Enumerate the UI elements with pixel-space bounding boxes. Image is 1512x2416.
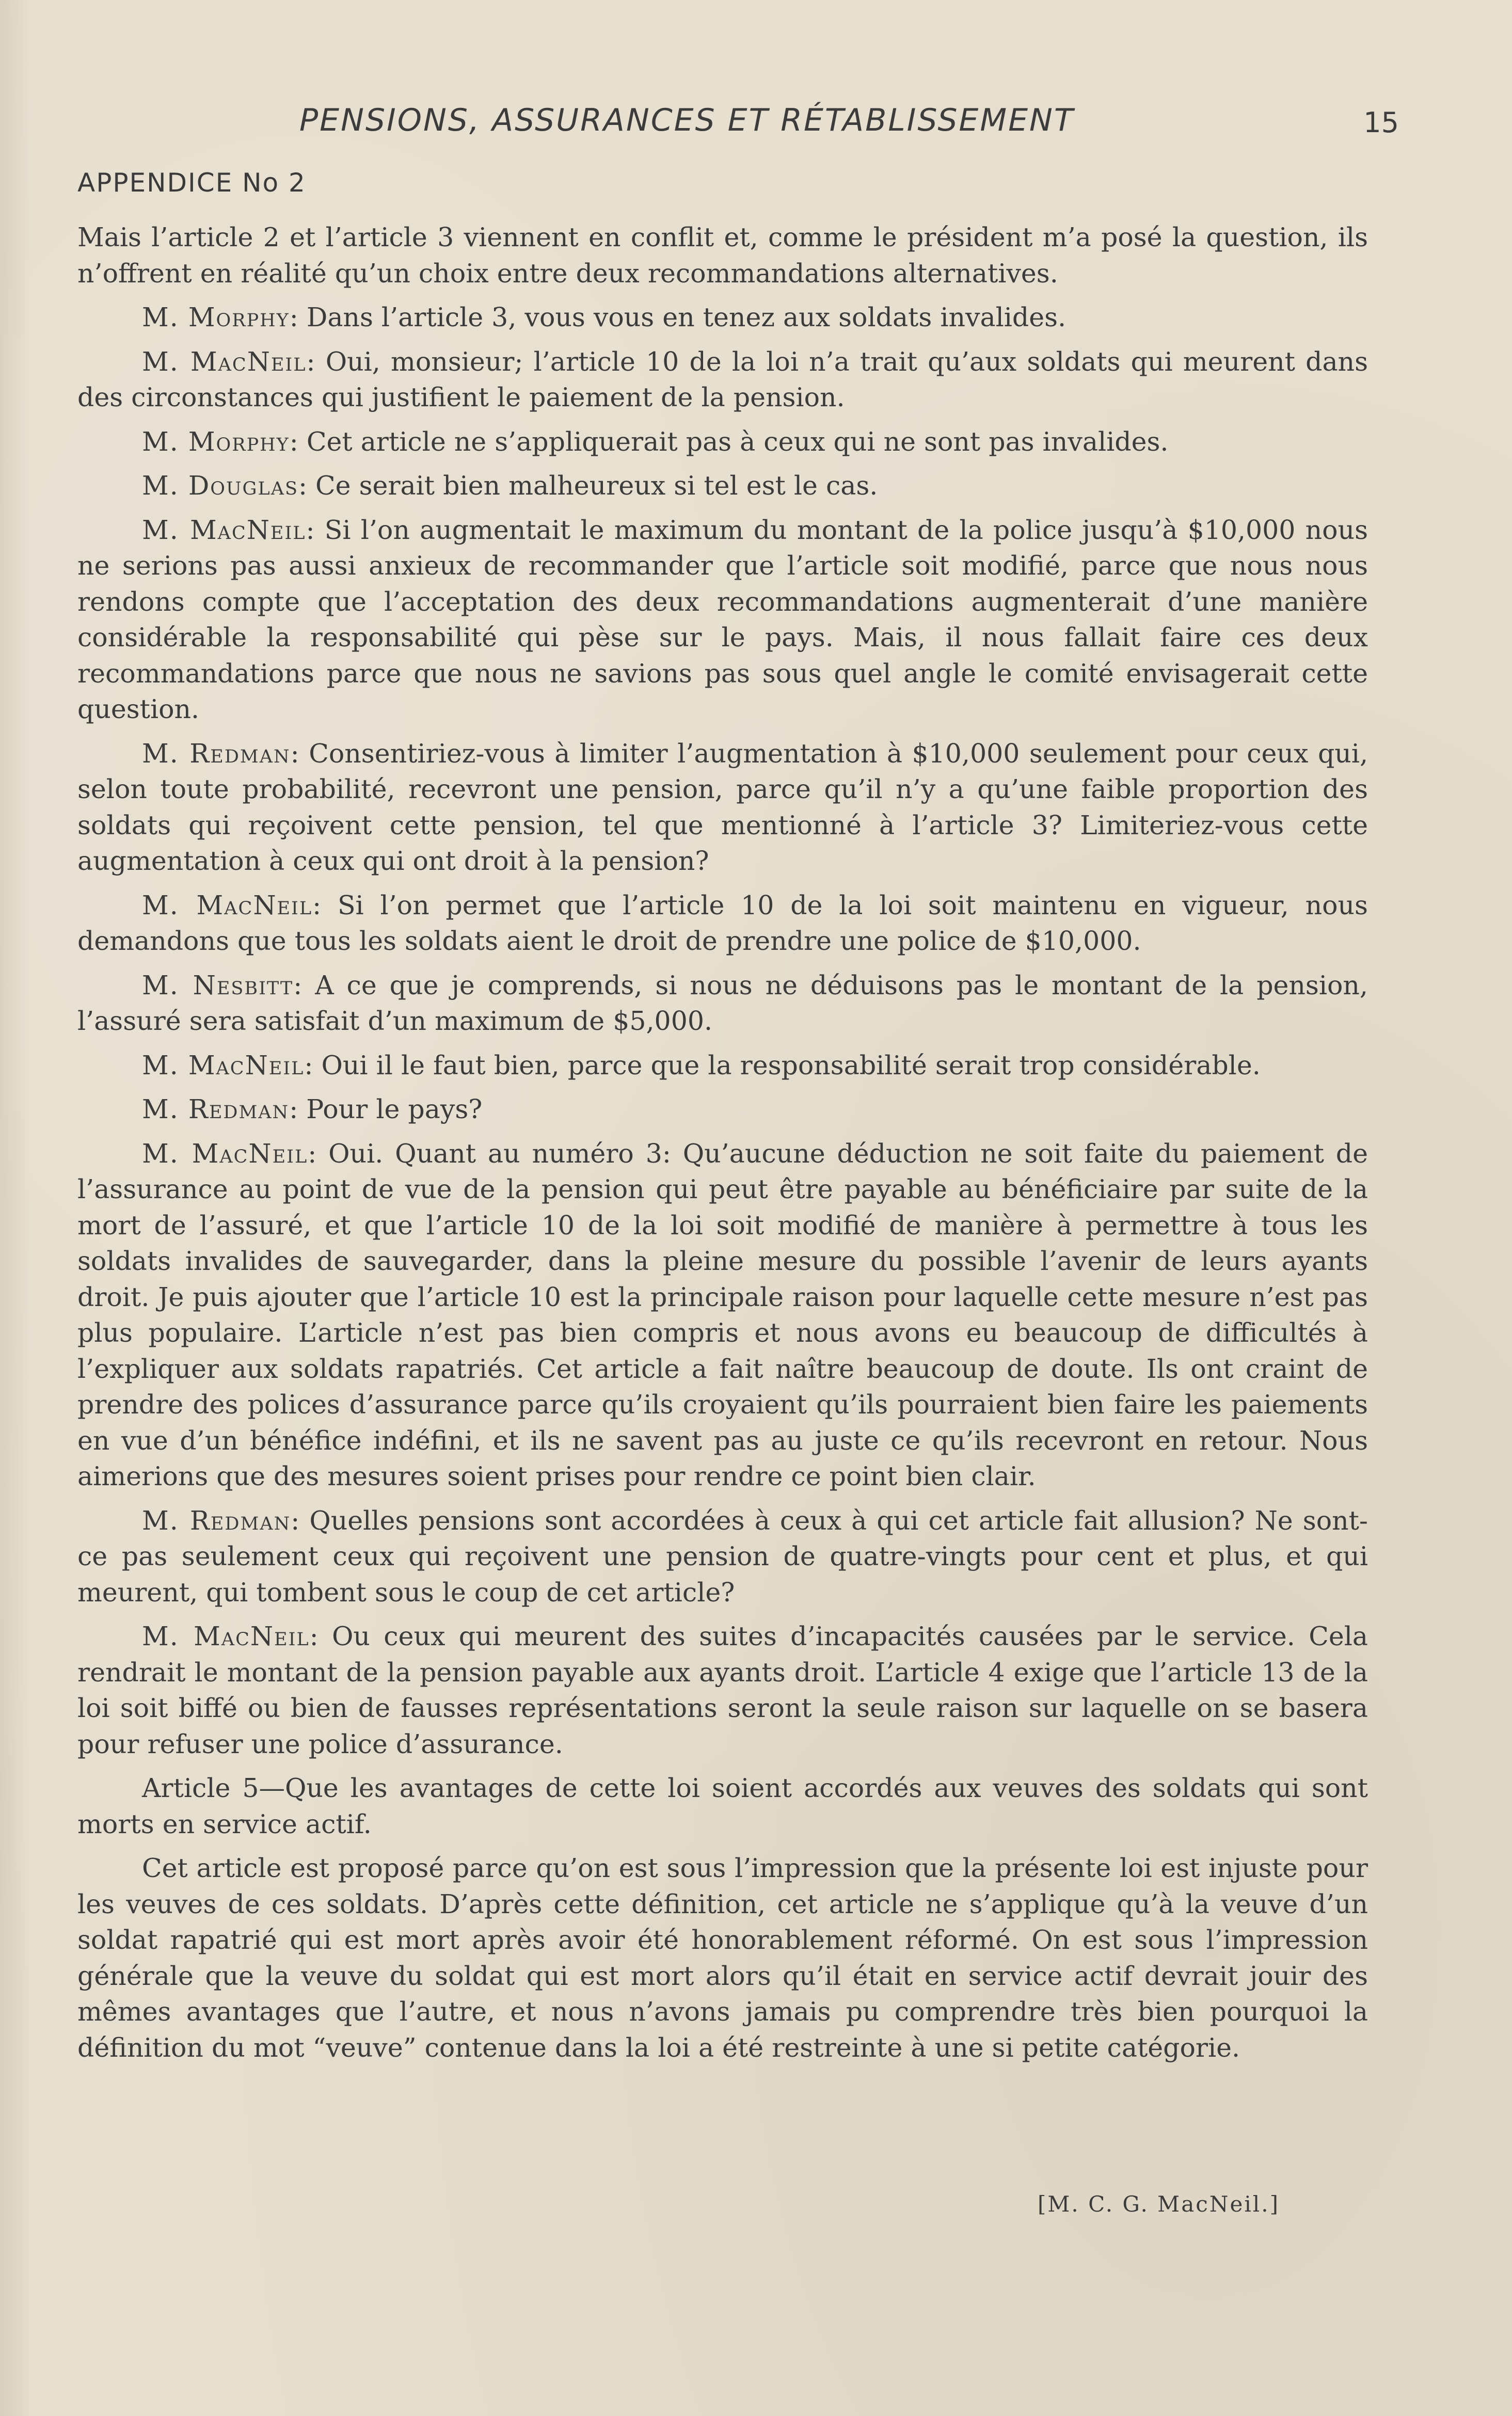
paragraph-text: Article 5—Que les avantages de cette loi soient accordés aux veuves des soldats qui sont morts en service actif.	[77, 1773, 1368, 1839]
speaker-name: M. MacNeil	[142, 889, 313, 920]
paragraph	[77, 468, 1368, 504]
speaker-name: M. Morphy	[142, 426, 290, 457]
paragraph	[77, 1850, 1368, 2065]
paragraph-text: Cet article est proposé parce qu’on est sous l’impression que la présente loi est injuste pour les veuves de ces soldats. D’après cette définition, cet article ne s’applique qu’à la veuve d’un soldat rapatrié qui est mort après avoir été honorablement réformé. On est sous l’impression générale que la veuve du soldat qui est mort alors qu’il était en service actif devrait jouir des mêmes avantages que l’autre, et nous n’avons jamais pu comprendre très bien pourquoi la définition du mot “veuve” contenue dans la loi a été restreinte à une si petite catégorie.	[77, 1853, 1368, 2063]
speaker-separator: :	[304, 1050, 322, 1080]
paragraph	[77, 512, 1368, 727]
speaker-name: M. Redman	[142, 738, 291, 769]
speaker-separator: :	[293, 969, 315, 1000]
paragraph	[77, 736, 1368, 879]
paragraph-text: Si l’on permet que l’article 10 de la loi soit maintenu en vigueur, nous demandons que tous les soldats aient le droit de prendre une police de $10,000.	[77, 889, 1368, 956]
paragraph	[77, 424, 1368, 460]
speaker-name: M. Nesbitt	[142, 969, 294, 1000]
speaker-separator: :	[290, 738, 309, 769]
signature: [M. C. G. MacNeil.]	[1038, 2191, 1280, 2217]
paragraph-text: Ce serait bien malheureux si tel est le cas.	[315, 470, 878, 501]
speaker-separator: :	[289, 1094, 307, 1124]
speaker-separator: :	[298, 470, 316, 501]
paragraph-text: Cet article ne s’appliquerait pas à ceux qui ne sont pas invalides.	[306, 426, 1169, 457]
paragraph-text: Pour le pays?	[306, 1094, 483, 1124]
speaker-name: M. Redman	[142, 1505, 291, 1536]
page-number: 15	[1363, 106, 1399, 139]
page-header	[77, 102, 1399, 144]
paragraph	[77, 344, 1368, 416]
speaker-name: M. MacNeil	[142, 1621, 310, 1651]
speaker-separator: :	[312, 889, 338, 920]
paragraph	[77, 967, 1368, 1039]
paragraph	[77, 219, 1368, 291]
speaker-name: M. MacNeil	[142, 1138, 308, 1169]
paragraph	[77, 887, 1368, 959]
paragraph	[77, 1091, 1368, 1127]
paragraph	[77, 1618, 1368, 1762]
speaker-name: M. MacNeil	[142, 514, 306, 545]
paragraph-text: Mais l’article 2 et l’article 3 viennent en conflit et, comme le président m’a posé la question, ils n’offrent en réalité qu’un choix entre deux recommandations alternatives.	[77, 222, 1368, 289]
running-title: PENSIONS, ASSURANCES ET RÉTABLISSEMENT	[299, 102, 1075, 138]
speaker-name: M. Redman	[142, 1094, 290, 1124]
paragraph-text: Oui il le faut bien, parce que la responsabilité serait trop considérable.	[321, 1050, 1261, 1080]
paragraph-text: Dans l’article 3, vous vous en tenez aux soldats invalides.	[306, 302, 1067, 332]
paragraph	[77, 1503, 1368, 1611]
speaker-separator: :	[306, 514, 325, 545]
paragraph	[77, 1136, 1368, 1495]
paragraph-text: Oui, monsieur; l’article 10 de la loi n’a trait qu’aux soldats qui meurent dans des circonstances qui justifient le paiement de la pension.	[77, 346, 1368, 412]
speaker-separator: :	[289, 426, 307, 457]
paragraph-text: Oui. Quant au numéro 3: Qu’aucune déduction ne soit faite du paiement de l’assurance au point de vue de la pension qui peut être payable au bénéficiaire par suite de la mort de l’assuré, et que l’article 10 de la loi soit modifié de manière à permettre à tous les soldats invalides de sauvegarder, dans la pleine mesure du possible l’avenir de leurs ayants droit. Je puis ajouter que l’article 10 est la principale raison pour laquelle cette mesure n’est pas plus populaire. L’article n’est pas bien compris et nous avons eu beaucoup de difficultés à l’expliquer aux soldats rapatriés. Cet article a fait naître beaucoup de doute. Ils ont craint de prendre des polices d’assurance parce qu’ils croyaient qu’ils pourraient bien faire les paiements en vue d’un bénéfice indéfini, et ils ne savent pas au juste ce qu’ils recevront en retour. Nous aimerions que des mesures soient prises pour rendre ce point bien clair.	[77, 1138, 1368, 1491]
paragraph-text: Ou ceux qui meurent des suites d’incapacités causées par le service. Cela rendrait le montant de la pension payable aux ayants droit. L’article 4 exige que l’article 13 de la loi soit biffé ou bien de fausses représentations seront la seule raison sur laquelle on se basera pour refuser une police d’assurance.	[77, 1621, 1368, 1759]
speaker-separator: :	[306, 346, 326, 377]
paragraph	[77, 1047, 1368, 1084]
speaker-separator: :	[309, 1621, 332, 1651]
speaker-name: M. Douglas	[142, 470, 298, 501]
paragraph-text: Quelles pensions sont accordées à ceux à qui cet article fait allusion? Ne sont-ce pas seulement ceux qui reçoivent une pension de quatre-vingts pour cent et plus, et qui meurent, qui tombent sous le coup de cet article?	[77, 1505, 1368, 1608]
speaker-name: M. MacNeil	[142, 1050, 305, 1080]
paragraph-text: A ce que je comprends, si nous ne déduisons pas le montant de la pension, l’assuré sera satisfait d’un maximum de $5,000.	[77, 969, 1368, 1036]
speaker-name: M. Morphy	[142, 302, 290, 332]
speaker-separator: :	[289, 302, 307, 332]
appendix-label: APPENDICE No 2	[77, 168, 306, 198]
speaker-name: M. MacNeil	[142, 346, 307, 377]
paragraph	[77, 299, 1368, 336]
speaker-separator: :	[308, 1138, 329, 1169]
body-text	[77, 219, 1368, 2074]
paragraph-text: Consentiriez-vous à limiter l’augmentation à $10,000 seulement pour ceux qui, selon toute probabilité, recevront une pension, parce qu’il n’y a qu’une faible proportion des soldats qui reçoivent cette pension, tel que mentionné à l’article 3? Limiteriez-vous cette augmentation à ceux qui ont droit à la pension?	[77, 738, 1368, 876]
paragraph	[77, 1770, 1368, 1842]
speaker-separator: :	[291, 1505, 310, 1536]
paragraph-text: Si l’on augmentait le maximum du montant de la police jusqu’à $10,000 nous ne serions pas aussi anxieux de recommander que l’article soit modifié, parce que nous nous rendons compte que l’acceptation des deux recommandations augmenterait d’une manière considérable la responsabilité qui pèse sur le pays. Mais, il nous fallait faire ces deux recommandations parce que nous ne savions pas sous quel angle le comité envisagerait cette question.	[77, 514, 1368, 724]
